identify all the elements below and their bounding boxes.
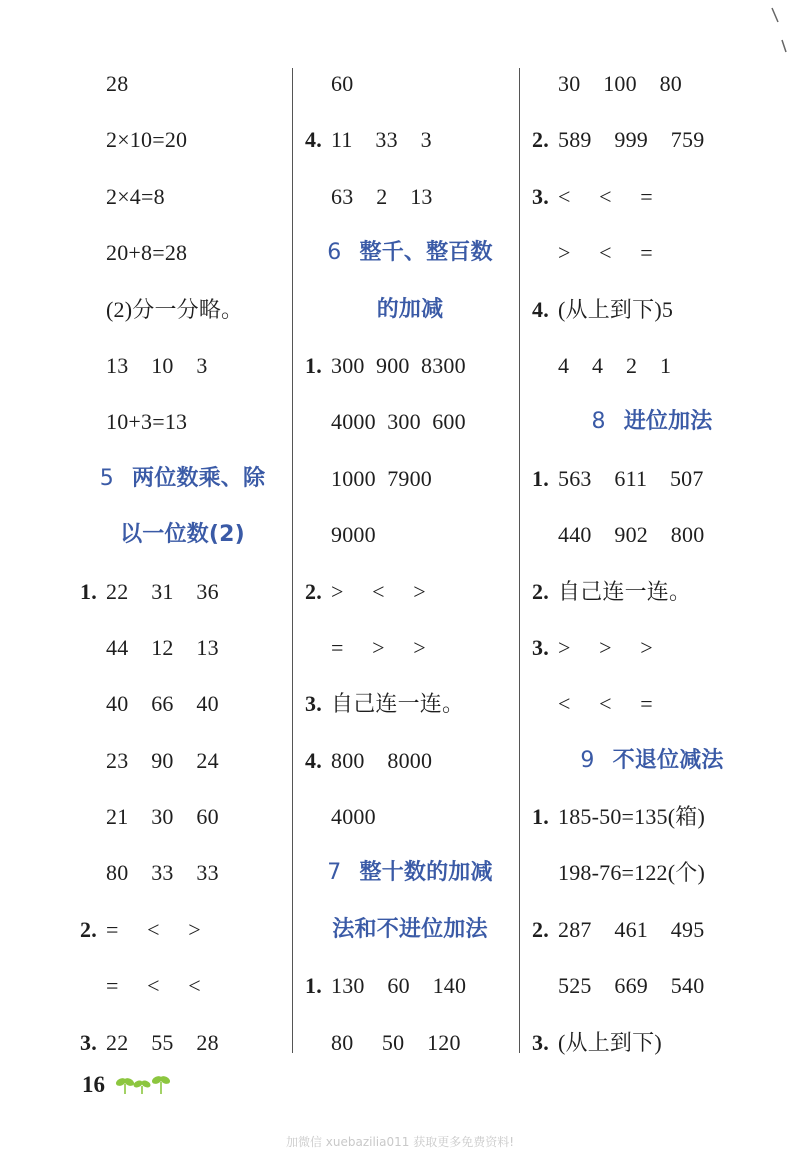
answer-line (532, 507, 772, 563)
answer-line (305, 338, 515, 394)
question-number: 1. (80, 578, 97, 604)
answer-text: 440 902 800 (558, 522, 705, 548)
answer-line (305, 789, 515, 845)
answer-text: > < > (331, 578, 426, 604)
answer-text: (从上到下) (558, 1029, 662, 1055)
answer-text: 9000 (331, 522, 376, 548)
question-number: 2. (532, 578, 549, 604)
answer-text: 40 66 40 (106, 691, 219, 717)
answer-line (305, 394, 515, 450)
answer-text: < < = (558, 691, 653, 717)
answer-line (305, 958, 515, 1014)
answer-text: 21 30 60 (106, 804, 219, 830)
answer-line (532, 958, 772, 1014)
answer-line (305, 451, 515, 507)
answer-line (305, 564, 515, 620)
answer-text: 20+8=28 (106, 240, 188, 266)
section-number: 5 (99, 465, 114, 491)
answer-text: 22 31 36 (106, 578, 219, 604)
answer-text: 60 (331, 71, 354, 96)
section-title: 以一位数(2) (120, 522, 245, 548)
answer-line (532, 789, 772, 845)
answer-line (532, 845, 772, 901)
answer-line (532, 282, 772, 338)
answer-text: 11 33 3 (331, 127, 432, 153)
answer-line (305, 676, 515, 732)
section-title: 的加减 (376, 296, 444, 322)
answer-line (80, 56, 285, 112)
answer-line (80, 958, 285, 1014)
answer-text: 63 2 13 (331, 183, 433, 209)
question-number: 2. (532, 916, 549, 942)
section-number: 9 (580, 747, 595, 773)
answer-line (80, 845, 285, 901)
page-corner-mark (752, 4, 792, 64)
answer-line (80, 169, 285, 225)
answer-column-2 (305, 56, 515, 1071)
answer-text: 自己连一连。 (558, 578, 692, 604)
answer-line (532, 1015, 772, 1071)
section-number: 6 (327, 240, 342, 266)
answer-line (80, 676, 285, 732)
answer-line (305, 507, 515, 563)
question-number: 3. (532, 183, 549, 209)
answer-line (80, 112, 285, 168)
answer-line (305, 733, 515, 789)
answer-text: > < = (558, 240, 653, 266)
answer-line (305, 56, 515, 112)
answer-text: 198-76=122(个) (558, 860, 705, 886)
question-number: 3. (532, 1029, 549, 1055)
question-number: 3. (80, 1029, 97, 1055)
answer-text: < < = (558, 183, 653, 209)
answer-text: 80 33 33 (106, 860, 219, 886)
answer-text: 589 999 759 (558, 127, 705, 153)
answer-line (532, 338, 772, 394)
section-title: 法和不进位加法 (332, 916, 488, 942)
section-heading (532, 733, 772, 789)
answer-text: > > > (558, 634, 653, 660)
question-number: 1. (532, 804, 549, 830)
answer-text: 185-50=135(箱) (558, 804, 705, 830)
section-heading (305, 845, 515, 901)
answer-line (80, 338, 285, 394)
answer-text: 130 60 140 (331, 973, 467, 999)
answer-line (532, 620, 772, 676)
answer-text: 2×10=20 (106, 127, 188, 153)
section-title: 不退位减法 (612, 747, 724, 773)
section-heading (532, 394, 772, 450)
answer-line (532, 902, 772, 958)
answer-text: 23 90 24 (106, 747, 219, 773)
section-title: 整千、整百数 (359, 240, 493, 266)
question-number: 1. (532, 465, 549, 491)
question-number: 4. (532, 296, 549, 322)
answer-text: 525 669 540 (558, 973, 705, 999)
answer-text: 1000 7900 (331, 465, 432, 491)
answer-text: 563 611 507 (558, 465, 704, 491)
answer-line (80, 225, 285, 281)
answer-text: 44 12 13 (106, 634, 219, 660)
question-number: 3. (532, 634, 549, 660)
section-title: 两位数乘、除 (132, 465, 266, 491)
answer-text: 800 8000 (331, 747, 433, 773)
answer-text: 4 4 2 1 (558, 352, 672, 378)
question-number: 1. (305, 973, 322, 999)
page-number: 16 (82, 1072, 105, 1097)
answer-text: 自己连一连。 (331, 691, 465, 717)
answer-column-1 (80, 56, 285, 1071)
answer-line (305, 112, 515, 168)
question-number: 3. (305, 691, 322, 717)
answer-text: 28 (106, 71, 129, 96)
answer-line (80, 902, 285, 958)
watermark-text: 加微信 xuebazilia011 获取更多免费资料! (285, 1135, 515, 1149)
answer-text: 4000 300 600 (331, 409, 466, 435)
answer-text: = < < (106, 973, 201, 999)
answer-text: (从上到下)5 (558, 296, 674, 322)
answer-line (80, 564, 285, 620)
answer-text: 4000 (331, 804, 376, 830)
section-heading (80, 507, 285, 563)
section-title: 进位加法 (623, 409, 713, 435)
answer-text: 22 55 28 (106, 1029, 219, 1055)
answer-line (80, 282, 285, 338)
answer-line (532, 451, 772, 507)
answer-line (305, 620, 515, 676)
section-heading (305, 282, 515, 338)
answer-line (80, 394, 285, 450)
section-heading (305, 902, 515, 958)
section-heading (80, 451, 285, 507)
section-heading (305, 225, 515, 281)
answer-text: = > > (331, 634, 426, 660)
question-number: 2. (305, 578, 322, 604)
answer-text: 13 10 3 (106, 352, 208, 378)
answer-line (80, 1015, 285, 1071)
question-number: 2. (80, 916, 97, 942)
answer-line (80, 733, 285, 789)
answer-line (532, 225, 772, 281)
question-number: 4. (305, 747, 322, 773)
answer-column-3 (532, 56, 772, 1071)
answer-text: 30 100 80 (558, 71, 682, 96)
section-title: 整十数的加减 (359, 860, 493, 886)
question-number: 1. (305, 352, 322, 378)
answer-text: 287 461 495 (558, 916, 705, 942)
column-divider (292, 68, 293, 1053)
answer-line (305, 169, 515, 225)
answer-line (532, 676, 772, 732)
answer-text: 10+3=13 (106, 409, 188, 435)
answer-text: 300 900 8300 (331, 352, 466, 378)
answer-text: (2)分一分略。 (106, 296, 244, 322)
column-divider (519, 68, 520, 1053)
question-number: 2. (532, 127, 549, 153)
answer-line (305, 1015, 515, 1071)
answer-text: = < > (106, 916, 201, 942)
answer-line (532, 56, 772, 112)
answer-text: 2×4=8 (106, 183, 165, 209)
sprout-icon (115, 1072, 175, 1096)
answer-text: 80 50 120 (331, 1029, 461, 1055)
answer-line (532, 169, 772, 225)
section-number: 7 (327, 860, 342, 886)
answer-line (532, 112, 772, 168)
answer-line (532, 564, 772, 620)
answer-line (80, 789, 285, 845)
answer-line (80, 620, 285, 676)
section-number: 8 (591, 409, 606, 435)
question-number: 4. (305, 127, 322, 153)
